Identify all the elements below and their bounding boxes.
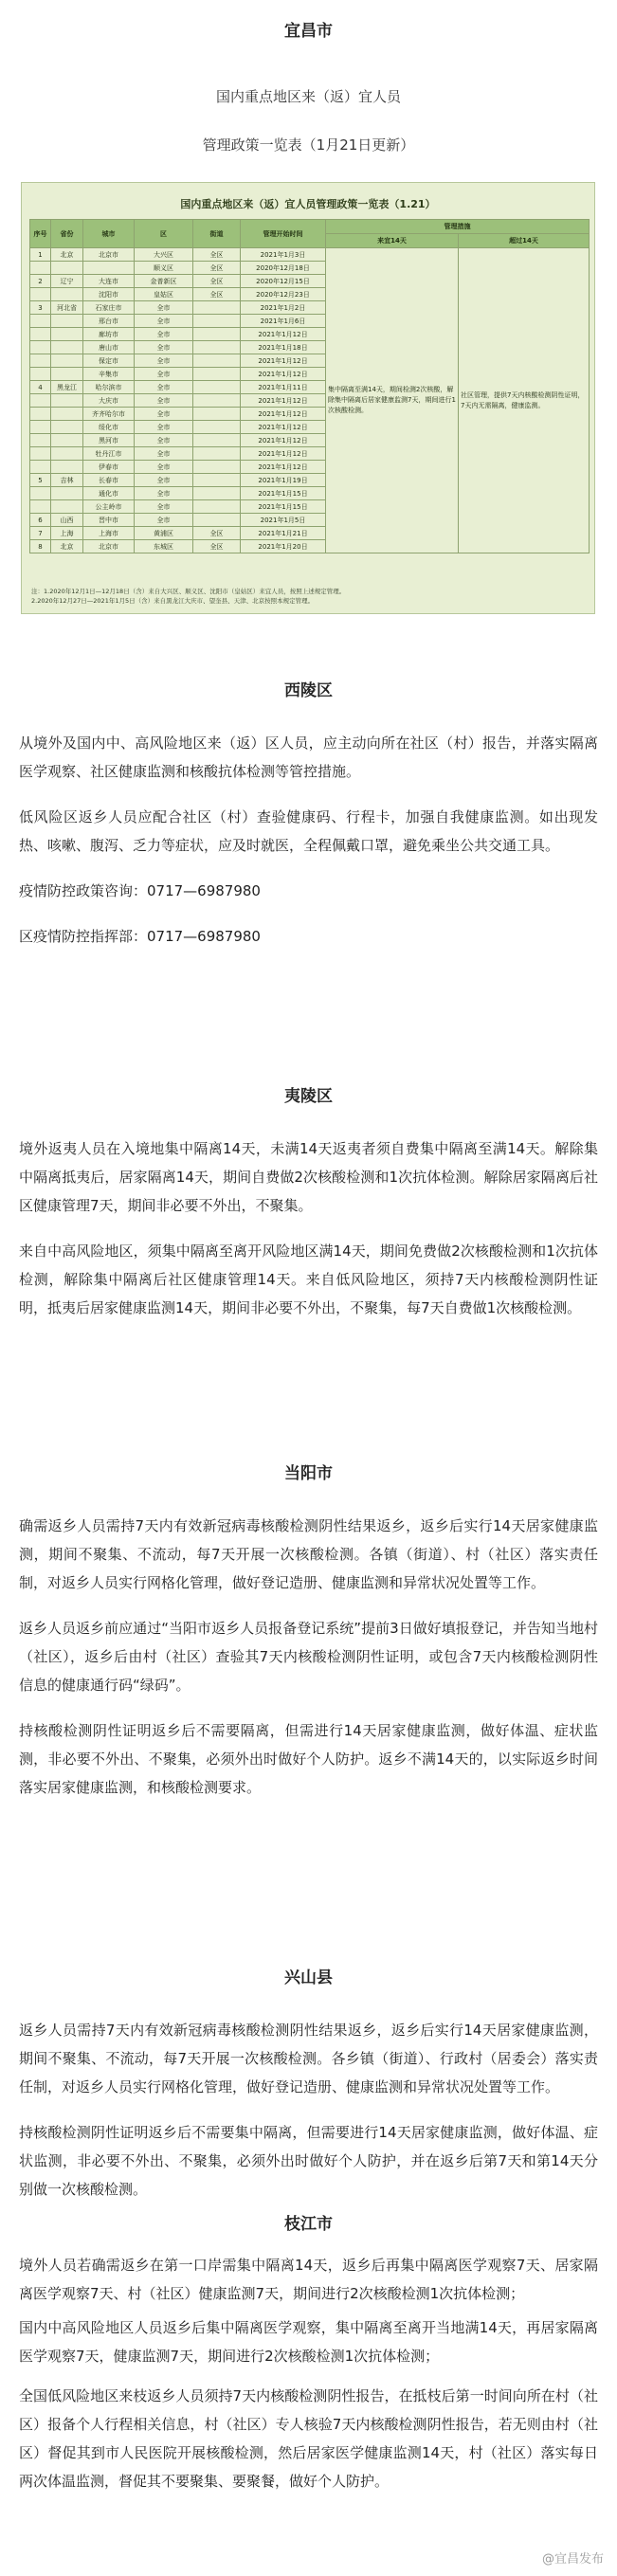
table-cell	[193, 434, 241, 447]
table-cell: 全市	[135, 315, 193, 328]
table-cell: 全市	[135, 341, 193, 354]
table-cell: 6	[30, 514, 51, 527]
section-xingshan	[0, 1964, 617, 2204]
table-cell: 2021年1月12日	[241, 421, 326, 434]
table-cell	[30, 461, 51, 474]
table-cell: 全市	[135, 381, 193, 394]
table-cell	[30, 354, 51, 368]
table-cell	[193, 500, 241, 514]
table-cell: 全市	[135, 447, 193, 461]
table-cell: 黄浦区	[135, 527, 193, 540]
table-cell: 全区	[193, 288, 241, 301]
table-cell	[30, 288, 51, 301]
paragraph: 确需返乡人员需持7天内有效新冠病毒核酸检测阴性结果返乡，返乡后实行14天居家健康监测，期间不聚集、不流动，每7天开展一次核酸检测。各镇（街道）、村（社区）落实责任制，对返乡人员实行网格化管理，做好登记造册、健康监测和异常状况处置等工作。	[19, 1517, 598, 1591]
table-cell: 全市	[135, 474, 193, 487]
table-body	[30, 248, 590, 553]
table-cell: 全市	[135, 421, 193, 434]
table-cell	[193, 421, 241, 434]
table-cell	[51, 500, 83, 514]
table-cell	[193, 301, 241, 315]
table-cell	[51, 328, 83, 341]
table-cell: 2021年1月12日	[241, 461, 326, 474]
table-cell: 全市	[135, 514, 193, 527]
table-cell: 2021年1月12日	[241, 368, 326, 381]
table-cell: 北京	[51, 540, 83, 553]
table-cell	[193, 341, 241, 354]
watermark: @宜昌发布	[541, 2552, 604, 2567]
table-cell	[193, 354, 241, 368]
table-cell: 东城区	[135, 540, 193, 553]
paragraph: 返乡人员返乡前应通过“当阳市返乡人员报备登记系统”提前3日做好填报登记，并告知当地村（社区），返乡后由村（社区）查验其7天内核酸检测阴性证明，或包含7天内核酸检测阴性信息的健康通行码“绿码”。	[19, 1620, 598, 1694]
table-cell: 2020年12月15日	[241, 275, 326, 288]
table-cell: 大兴区	[135, 248, 193, 262]
table-cell: 全市	[135, 394, 193, 408]
table-cell: 全区	[193, 275, 241, 288]
table-header: 管理开始时间	[241, 220, 326, 248]
subtitle-1: 国内重点地区来（返）宜人员	[215, 88, 401, 105]
table-cell	[193, 381, 241, 394]
table-cell	[193, 514, 241, 527]
table-cell: 黑龙江	[51, 381, 83, 394]
section-title: 兴山县	[284, 1968, 333, 1987]
table-cell	[51, 315, 83, 328]
table-header: 城市	[83, 220, 135, 248]
table-footnotes	[31, 587, 585, 606]
paragraph: 境外返夷人员在入境地集中隔离14天，未满14天返夷者须自费集中隔离至满14天。解除集中隔离抵夷后，居家隔离14天，期间自费做2次核酸检测和1次抗体检测。解除居家隔离后社区健康管理7天，期间非必要不外出，不聚集。	[19, 1140, 598, 1214]
table-cell	[30, 262, 51, 275]
table-cell	[30, 368, 51, 381]
paragraph: 持核酸检测阴性证明返乡后不需要隔离，但需进行14天居家健康监测，做好体温、症状监测，非必要不外出、不聚集，必须外出时做好个人防护。返乡不满14天的，以实际返乡时间落实居家健康监测，和核酸检测要求。	[19, 1722, 598, 1796]
table-cell: 长春市	[83, 474, 135, 487]
table-cell: 全市	[135, 434, 193, 447]
table-cell	[30, 500, 51, 514]
policy-table	[29, 219, 590, 553]
table-title: 国内重点地区来（返）宜人员管理政策一览表（1.21）	[180, 198, 436, 210]
table-cell	[51, 434, 83, 447]
table-cell: 全市	[135, 301, 193, 315]
table-cell: 全市	[135, 487, 193, 500]
table-cell: 全市	[135, 328, 193, 341]
table-cell: 全区	[193, 262, 241, 275]
table-cell: 北京	[51, 248, 83, 262]
paragraph: 国内中高风险地区人员返乡后集中隔离医学观察，集中隔离至离开当地满14天，再居家隔离医学观察7天，健康监测7天，期间进行2次核酸检测1次抗体检测；	[19, 2319, 598, 2365]
hotline-policy: 疫情防控政策咨询：0717—6987980	[19, 882, 261, 899]
table-row	[30, 248, 590, 262]
table-cell: 1	[30, 248, 51, 262]
section-xiling	[0, 677, 617, 951]
table-cell: 晋中市	[83, 514, 135, 527]
table-cell: 全市	[135, 408, 193, 421]
footnote: 注：1.2020年12月1日—12月18日（含）来自大兴区、顺义区、沈阳市（皇姑区）来宜人员，按照上述规定管理。	[31, 588, 346, 595]
table-cell: 公主岭市	[83, 500, 135, 514]
section-yiling	[0, 1082, 617, 1322]
table-cell	[30, 408, 51, 421]
table-cell: 黑河市	[83, 434, 135, 447]
table-cell: 全区	[193, 540, 241, 553]
paragraph: 全国低风险地区来枝返乡人员须持7天内核酸检测阴性报告，在抵枝后第一时间向所在村（社区）报备个人行程相关信息，村（社区）专人核验7天内核酸检测阴性报告，若无则由村（社区）督促其到市人民医院开展核酸检测，然后居家医学健康监测14天，村（社区）落实每日两次体温监测，督促其不要聚集、要聚餐，做好个人防护。	[19, 2387, 598, 2490]
table-cell: 2021年1月3日	[241, 248, 326, 262]
table-cell: 哈尔滨市	[83, 381, 135, 394]
table-cell: 金普新区	[135, 275, 193, 288]
table-cell: 绥化市	[83, 421, 135, 434]
table-cell: 2021年1月12日	[241, 434, 326, 447]
table-cell	[51, 408, 83, 421]
paragraph: 低风险区返乡人员应配合社区（村）查验健康码、行程卡，加强自我健康监测。如出现发热、咳嗽、腹泻、乏力等症状，应及时就医，全程佩戴口罩，避免乘坐公共交通工具。	[19, 808, 598, 854]
table-cell: 2021年1月20日	[241, 540, 326, 553]
city-title: 宜昌市	[284, 22, 333, 41]
table-cell: 上海	[51, 527, 83, 540]
table-cell	[193, 474, 241, 487]
table-cell: 3	[30, 301, 51, 315]
table-cell	[51, 262, 83, 275]
table-header: 省份	[51, 220, 83, 248]
table-cell	[51, 487, 83, 500]
table-cell: 2021年1月12日	[241, 447, 326, 461]
table-header: 街道	[193, 220, 241, 248]
table-cell	[30, 394, 51, 408]
table-cell	[193, 408, 241, 421]
table-cell: 保定市	[83, 354, 135, 368]
table-cell: 顺义区	[135, 262, 193, 275]
table-cell: 河北省	[51, 301, 83, 315]
table-cell: 4	[30, 381, 51, 394]
table-cell: 7	[30, 527, 51, 540]
table-cell: 全区	[193, 248, 241, 262]
table-cell: 2021年1月2日	[241, 301, 326, 315]
table-cell: 2021年1月19日	[241, 474, 326, 487]
table-cell	[30, 447, 51, 461]
table-cell	[193, 368, 241, 381]
table-cell: 2021年1月5日	[241, 514, 326, 527]
footnote: 2.2020年12月27日—2021年1月5日（含）来自黑龙江大庆市、望奎县、天津、北京按照本规定管理。	[31, 597, 315, 605]
table-cell: 2021年1月12日	[241, 354, 326, 368]
table-cell: 牡丹江市	[83, 447, 135, 461]
hotline-command: 区疫情防控指挥部：0717—6987980	[19, 928, 261, 945]
table-cell: 5	[30, 474, 51, 487]
table-cell: 上海市	[83, 527, 135, 540]
table-header: 超过14天	[459, 234, 590, 248]
table-cell: 2021年1月12日	[241, 328, 326, 341]
section-dangyang	[0, 1460, 617, 1802]
table-cell: 唐山市	[83, 341, 135, 354]
table-cell: 全区	[193, 527, 241, 540]
table-cell: 大庆市	[83, 394, 135, 408]
table-group-header-row	[30, 220, 590, 234]
table-cell: 全市	[135, 368, 193, 381]
table-cell: 石家庄市	[83, 301, 135, 315]
header	[0, 17, 617, 154]
table-cell	[193, 328, 241, 341]
table-cell: 辽宁	[51, 275, 83, 288]
table-cell: 2020年12月23日	[241, 288, 326, 301]
table-cell	[30, 434, 51, 447]
table-cell: 廊坊市	[83, 328, 135, 341]
table-cell: 吉林	[51, 474, 83, 487]
paragraph: 境外人员若确需返乡在第一口岸需集中隔离14天，返乡后再集中隔离医学观察7天、居家隔离医学观察7天、村（社区）健康监测7天，期间进行2次核酸检测1次抗体检测；	[19, 2257, 598, 2302]
table-cell: 全市	[135, 500, 193, 514]
section-title: 当阳市	[284, 1464, 333, 1483]
table-cell: 全市	[135, 354, 193, 368]
table-cell: 伊春市	[83, 461, 135, 474]
table-cell	[51, 354, 83, 368]
table-cell	[193, 394, 241, 408]
table-cell: 山西	[51, 514, 83, 527]
table-cell	[83, 262, 135, 275]
section-zhijiang	[0, 2210, 617, 2495]
table-cell	[30, 328, 51, 341]
policy-table-image	[21, 182, 595, 614]
table-cell: 齐齐哈尔市	[83, 408, 135, 421]
table-cell: 2021年1月15日	[241, 500, 326, 514]
table-cell	[51, 341, 83, 354]
subtitle-2: 管理政策一览表（1月21日更新）	[202, 136, 415, 154]
paragraph: 从境外及国内中、高风险地区来（返）区人员，应主动向所在社区（村）报告，并落实隔离医学观察、社区健康监测和核酸抗体检测等管控措施。	[19, 735, 598, 780]
table-cell	[51, 421, 83, 434]
paragraph: 持核酸检测阴性证明返乡后不需要集中隔离，但需要进行14天居家健康监测，做好体温、症状监测，非必要不外出、不聚集，必须外出时做好个人防护，并在返乡后第7天和第14天分别做一次核酸检测。	[19, 2124, 598, 2198]
paragraph: 返乡人员需持7天内有效新冠病毒核酸检测阴性结果返乡，返乡后实行14天居家健康监测，期间不聚集、不流动，每7天开展一次核酸检测。各乡镇（街道）、行政村（居委会）落实责任制，对返乡人员实行网格化管理，做好登记造册、健康监测和异常状况处置等工作。	[19, 2022, 598, 2095]
table-cell	[193, 315, 241, 328]
table-cell: 大连市	[83, 275, 135, 288]
policy-note-over14days: 社区管理，提供7天内核酸检测阴性证明，7天内无需隔离，健康监测。	[459, 248, 590, 553]
table-cell	[51, 394, 83, 408]
table-cell: 2	[30, 275, 51, 288]
table-cell: 2020年12月18日	[241, 262, 326, 275]
table-cell: 2021年1月15日	[241, 487, 326, 500]
table-header: 来宜14天	[326, 234, 459, 248]
table-cell: 北京市	[83, 540, 135, 553]
table-header: 序号	[30, 220, 51, 248]
table-group-header: 管理措施	[326, 220, 590, 234]
table-cell: 全市	[135, 461, 193, 474]
table-cell	[30, 487, 51, 500]
table-cell: 2021年1月12日	[241, 394, 326, 408]
table-cell	[30, 341, 51, 354]
table-cell: 2021年1月21日	[241, 527, 326, 540]
table-cell	[30, 421, 51, 434]
table-cell: 2021年1月18日	[241, 341, 326, 354]
section-title: 枝江市	[284, 2215, 333, 2234]
table-cell: 2021年1月11日	[241, 381, 326, 394]
policy-note-14days: 集中隔离至满14天，期间检测2次核酸，解除集中隔离后居家健康监测7天，期间进行1次核酸检测。	[326, 248, 459, 553]
section-title: 西陵区	[284, 681, 333, 700]
table-cell	[51, 461, 83, 474]
table-cell	[51, 288, 83, 301]
table-cell	[193, 461, 241, 474]
table-cell: 2021年1月6日	[241, 315, 326, 328]
table-header: 区	[135, 220, 193, 248]
table-cell	[193, 447, 241, 461]
table-cell: 2021年1月12日	[241, 408, 326, 421]
table-cell: 辛集市	[83, 368, 135, 381]
section-title: 夷陵区	[284, 1087, 333, 1106]
table-cell: 皇姑区	[135, 288, 193, 301]
table-cell	[30, 315, 51, 328]
table-cell: 北京市	[83, 248, 135, 262]
table-cell	[193, 487, 241, 500]
table-cell: 通化市	[83, 487, 135, 500]
table-cell: 沈阳市	[83, 288, 135, 301]
table-cell	[51, 368, 83, 381]
table-cell	[51, 447, 83, 461]
paragraph: 来自中高风险地区，须集中隔离至离开风险地区满14天，期间免费做2次核酸检测和1次抗体检测，解除集中隔离后社区健康管理14天。来自低风险地区，须持7天内核酸检测阴性证明，抵夷后居家健康监测14天，期间非必要不外出，不聚集，每7天自费做1次核酸检测。	[19, 1243, 598, 1316]
table-cell: 邢台市	[83, 315, 135, 328]
table-cell: 8	[30, 540, 51, 553]
